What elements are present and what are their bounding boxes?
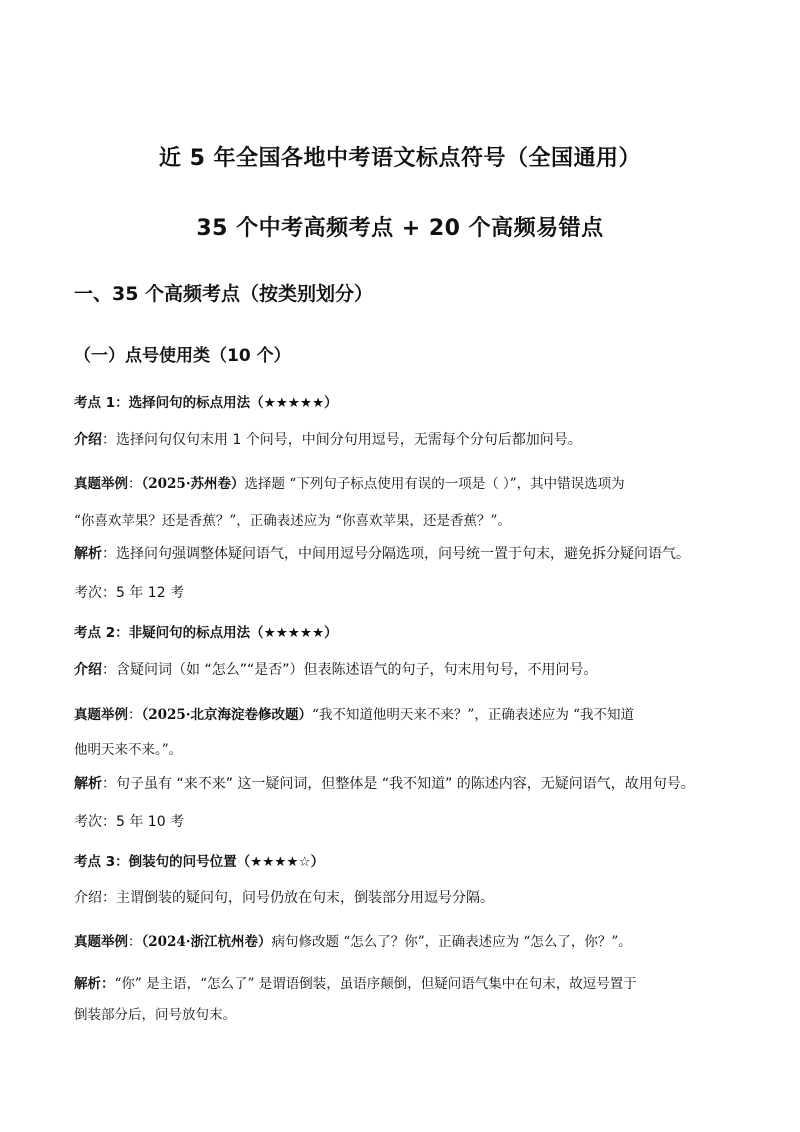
point-3-analysis-cont: 倒装部分后，问号放句末。 bbox=[74, 1007, 236, 1023]
point-3-example bbox=[74, 930, 632, 950]
example-text: “我不知道他明天来不来？”，正确表述应为 “我不知道 bbox=[312, 707, 635, 723]
example-text: 选择题 “下列句子标点使用有误的一项是（ ）”，其中错误选项为 bbox=[244, 476, 625, 492]
subsection-heading: （一）点号使用类（10 个） bbox=[74, 346, 291, 366]
point-2-frequency: 考次：5 年 10 考 bbox=[74, 814, 185, 830]
analysis-text: 句子虽有 “来不来” 这一疑问词，但整体是 “我不知道” 的陈述内容，无疑问语气，故用句号。 bbox=[116, 776, 695, 792]
point-1-example-cont: “你喜欢苹果？还是香蕉？”，正确表述应为 “你喜欢苹果，还是香蕉？”。 bbox=[74, 513, 511, 529]
point-2-example bbox=[74, 703, 634, 723]
point-3-title: 考点 3：倒装句的问号位置（★★★★☆） bbox=[74, 854, 325, 870]
section-heading: 一、35 个高频考点（按类别划分） bbox=[74, 283, 374, 305]
colon: ： bbox=[102, 432, 116, 448]
intro-text: 主谓倒装的疑问句，问号仍放在句末，倒装部分用逗号分隔。 bbox=[116, 890, 494, 906]
analysis-label: 解析 bbox=[74, 546, 102, 562]
intro-label: 介绍 bbox=[74, 662, 102, 678]
intro-text: 含疑问词（如 “怎么”“是否”）但表陈述语气的句子，句末用句号，不用问号。 bbox=[116, 662, 598, 678]
point-3-intro bbox=[74, 887, 494, 907]
example-text: 病句修改题 “怎么了？你”，正确表述应为 “怎么了，你？”。 bbox=[271, 934, 632, 950]
example-label: 真题举例 bbox=[74, 707, 128, 723]
analysis-text: “你” 是主语，“怎么了” 是谓语倒装，虽语序颠倒，但疑问语气集中在句末，故逗号置于 bbox=[114, 976, 637, 992]
example-source: （2024·浙江杭州卷） bbox=[141, 934, 272, 950]
colon: ： bbox=[128, 934, 142, 950]
colon: ： bbox=[102, 662, 116, 678]
example-label: 真题举例 bbox=[74, 934, 128, 950]
analysis-label: 解析 bbox=[74, 776, 102, 792]
intro-text: 选择问句仅句末用 1 个问号，中间分句用逗号，无需每个分句后都加问号。 bbox=[116, 432, 582, 448]
colon: ： bbox=[128, 476, 142, 492]
point-1-analysis bbox=[74, 543, 690, 563]
point-2-analysis bbox=[74, 773, 695, 793]
example-label: 真题举例 bbox=[74, 476, 128, 492]
point-2-intro bbox=[74, 659, 597, 679]
intro-label: 介绍 bbox=[74, 432, 102, 448]
document-title: 近 5 年全国各地中考语文标点符号（全国通用） bbox=[158, 146, 642, 171]
analysis-label: 解析： bbox=[74, 976, 115, 992]
analysis-text: 选择问句强调整体疑问语气，中间用逗号分隔选项，问号统一置于句末，避免拆分疑问语气。 bbox=[116, 546, 690, 562]
document-subtitle: 35 个中考高频考点 + 20 个高频易错点 bbox=[196, 216, 604, 241]
colon: ： bbox=[128, 707, 142, 723]
point-1-frequency: 考次：5 年 12 考 bbox=[74, 585, 185, 601]
example-source: （2025·苏州卷） bbox=[141, 476, 245, 492]
point-2-example-cont: 他明天来不来。”。 bbox=[74, 742, 183, 758]
intro-label: 介绍： bbox=[74, 890, 116, 906]
point-1-example bbox=[74, 472, 625, 492]
example-source: （2025·北京海淀卷修改题） bbox=[141, 707, 313, 723]
colon: ： bbox=[102, 546, 116, 562]
point-3-analysis bbox=[74, 972, 637, 992]
colon: ： bbox=[102, 776, 116, 792]
point-2-title: 考点 2：非疑问句的标点用法（★★★★★） bbox=[74, 625, 338, 641]
point-1-intro bbox=[74, 429, 582, 449]
point-1-title: 考点 1：选择问句的标点用法（★★★★★） bbox=[74, 395, 338, 411]
